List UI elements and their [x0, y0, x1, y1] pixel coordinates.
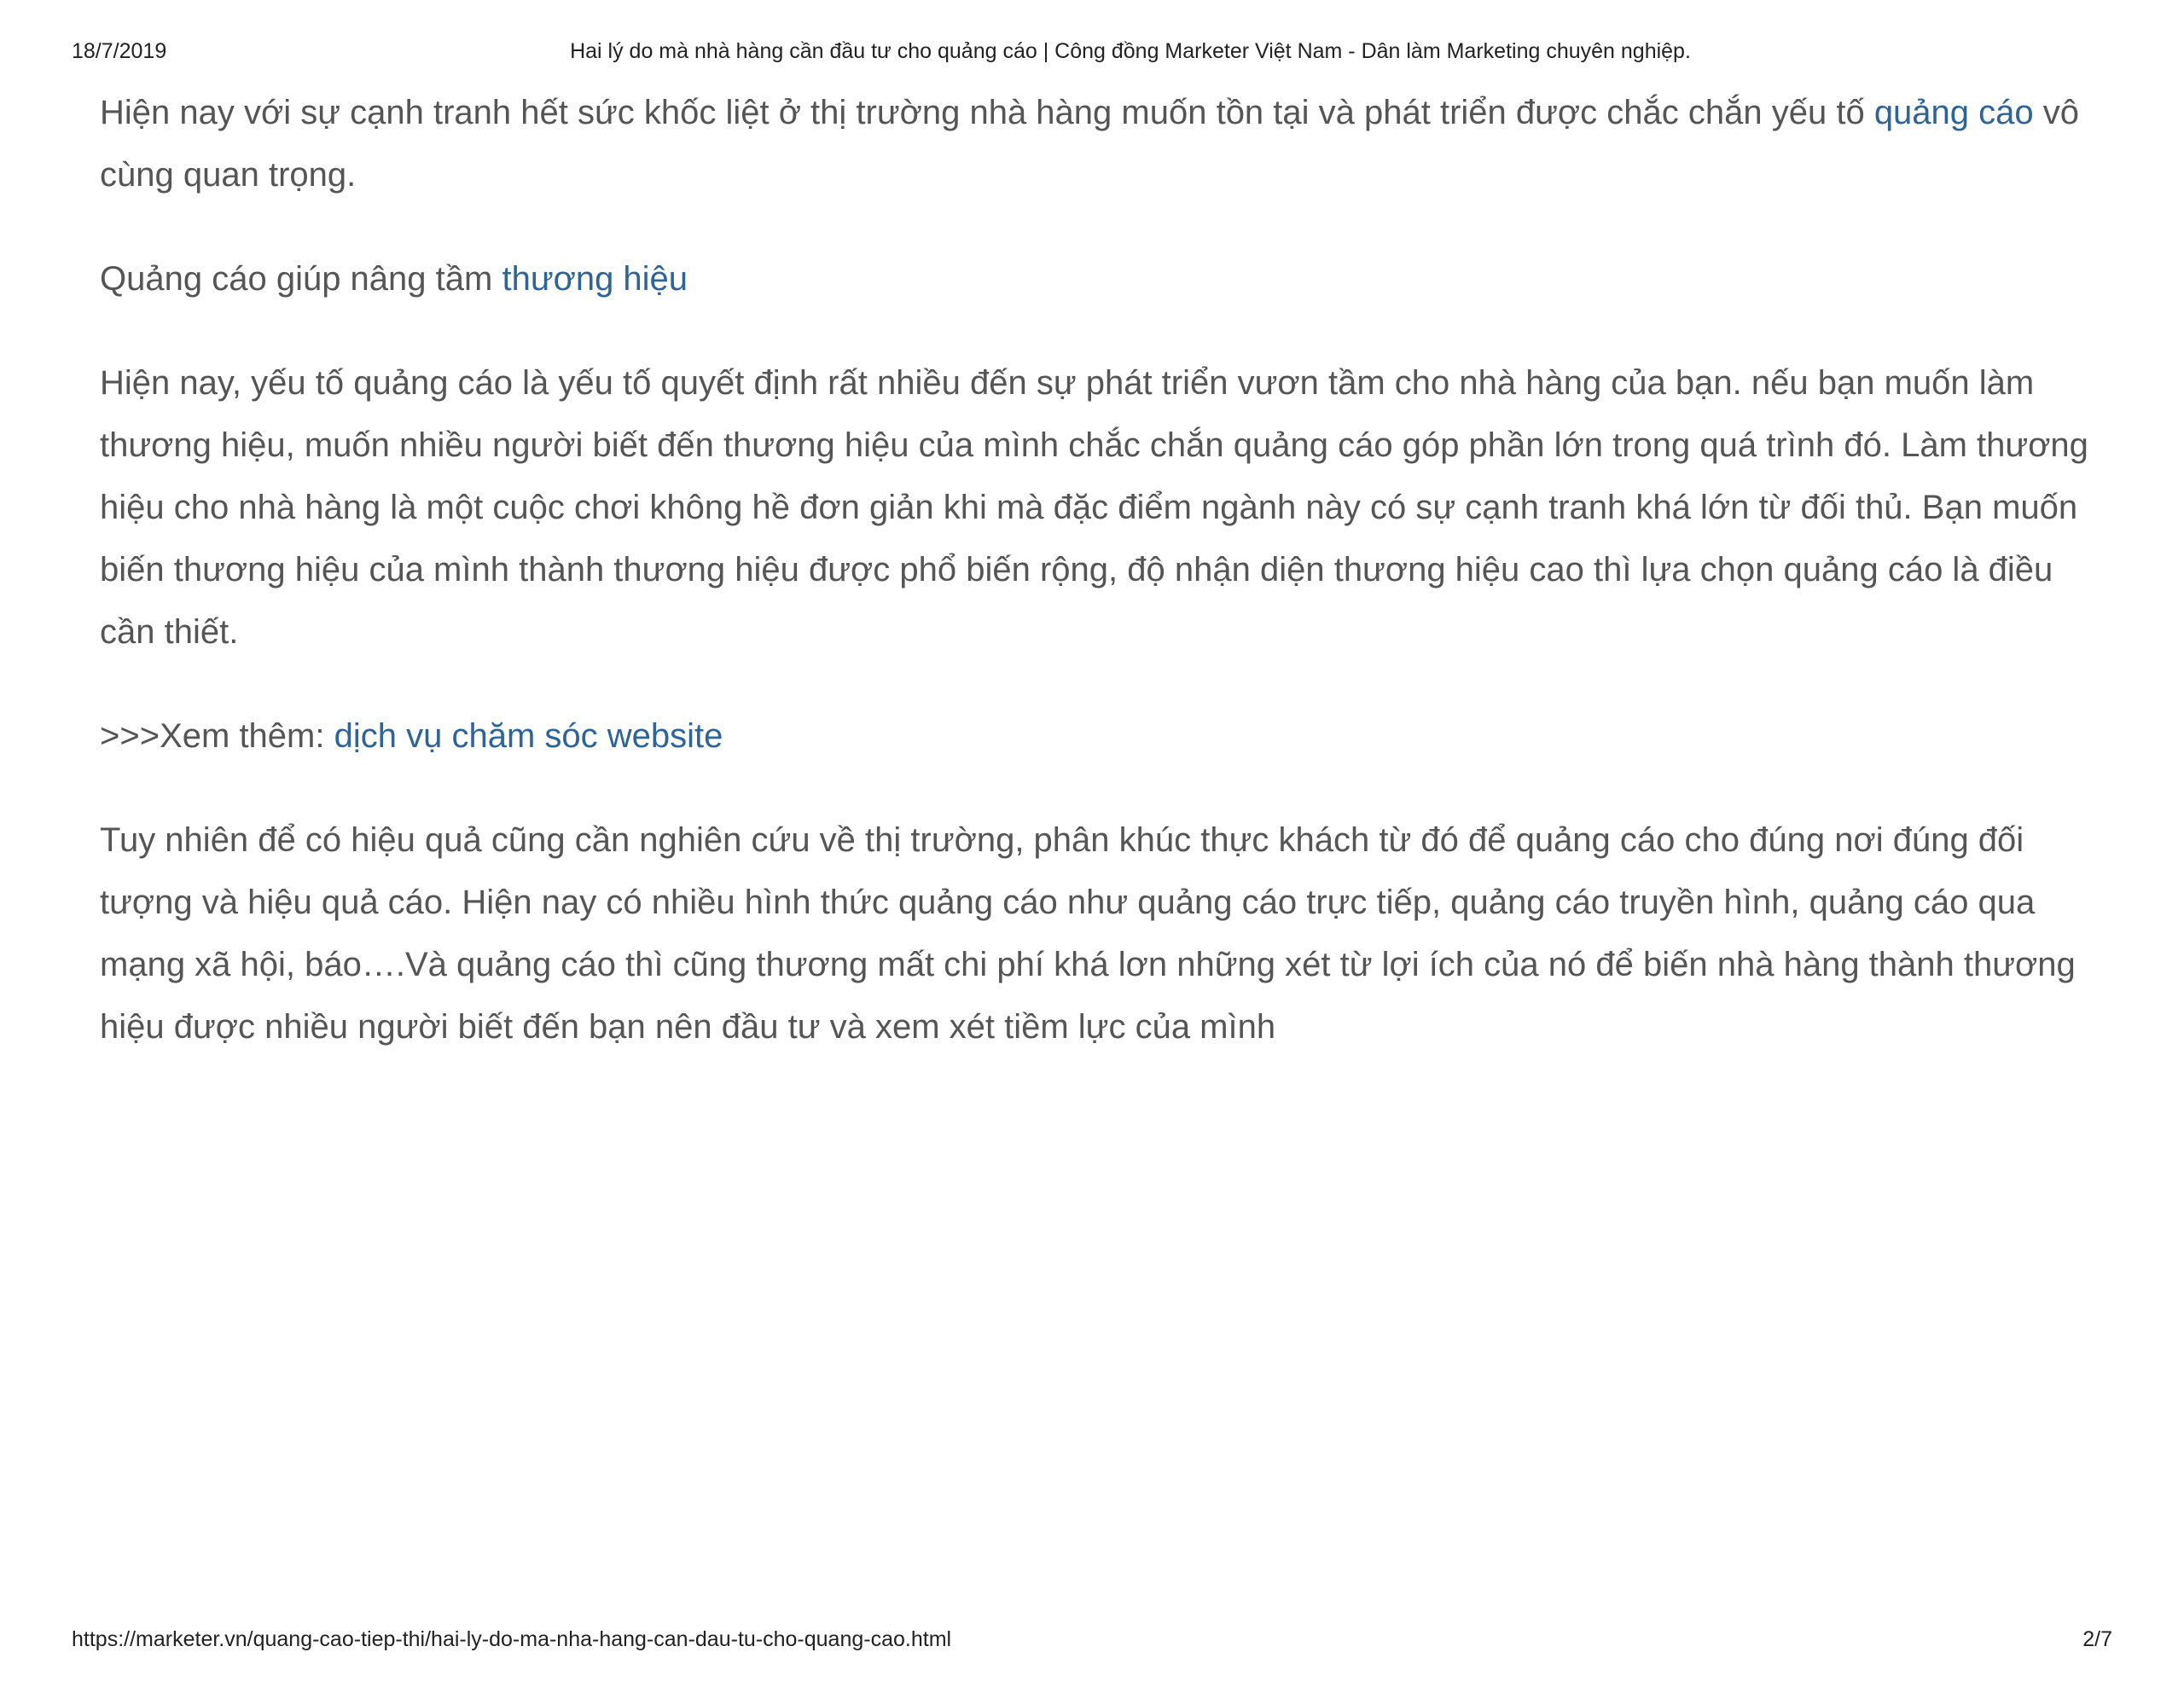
print-header — [72, 39, 2112, 70]
print-date: 18/7/2019 — [72, 39, 167, 63]
link-website-care-service[interactable]: dịch vụ chăm sóc website — [334, 717, 723, 755]
paragraph-intro — [100, 82, 2105, 206]
subheading-brand-text: Quảng cáo giúp nâng tầm — [100, 260, 502, 298]
paragraph-intro-text-end: vô cùng quan trọng. — [100, 94, 2080, 194]
paragraph-intro-text: Hiện nay với sự cạnh tranh hết sức khốc liệt ở thị trường nhà hàng muốn tồn tại và phát triển được chắc chắn yếu tố — [100, 94, 1874, 131]
subheading-brand — [100, 248, 2105, 310]
link-quang-cao[interactable]: quảng cáo — [1873, 94, 2034, 131]
article-body — [100, 82, 2105, 1100]
see-more — [100, 705, 2105, 768]
print-footer — [72, 1627, 2112, 1658]
link-thuong-hieu[interactable]: thương hiệu — [502, 260, 688, 298]
see-more-label: >>>Xem thêm: — [100, 717, 334, 755]
print-url: https://marketer.vn/quang-cao-tiep-thi/hai-ly-do-ma-nha-hang-can-dau-tu-cho-quang-cao.html — [72, 1627, 952, 1651]
paragraph-brand: Hiện nay, yếu tố quảng cáo là yếu tố quyết định rất nhiều đến sự phát triển vươn tầm cho nhà hàng của bạn. nếu bạn muốn làm thương hiệu, muốn nhiều người biết đến thương hiệu của mình chắc chắn quảng cáo góp phần lớn trong quá trình đó. Làm thương hiệu cho nhà hàng là một cuộc chơi không hề đơn giản khi mà đặc điểm ngành này có sự cạnh tranh khá lớn từ đối thủ. Bạn muốn biến thương hiệu của mình thành thương hiệu được phổ biến rộng, độ nhận diện thương hiệu cao thì lựa chọn quảng cáo là điều cần thiết. — [100, 364, 2088, 651]
page-number: 2/7 — [2082, 1627, 2112, 1651]
paragraph-research: Tuy nhiên để có hiệu quả cũng cần nghiên cứu về thị trường, phân khúc thực khách từ đó để quảng cáo cho đúng nơi đúng đối tượng và hiệu quả cáo. Hiện nay có nhiều hình thức quảng cáo như quảng cáo trực tiếp, quảng cáo truyền hình, quảng cáo qua mạng xã hội, báo….Và quảng cáo thì cũng thương mất chi phí khá lơn những xét từ lợi ích của nó để biến nhà hàng thành thương hiệu được nhiều người biết đến bạn nên đầu tư và xem xét tiềm lực của mình — [100, 821, 2076, 1046]
print-page-title: Hai lý do mà nhà hàng cần đầu tư cho quảng cáo | Công đồng Marketer Việt Nam - Dân làm Marketing chuyên nghiệp. — [570, 39, 1691, 63]
